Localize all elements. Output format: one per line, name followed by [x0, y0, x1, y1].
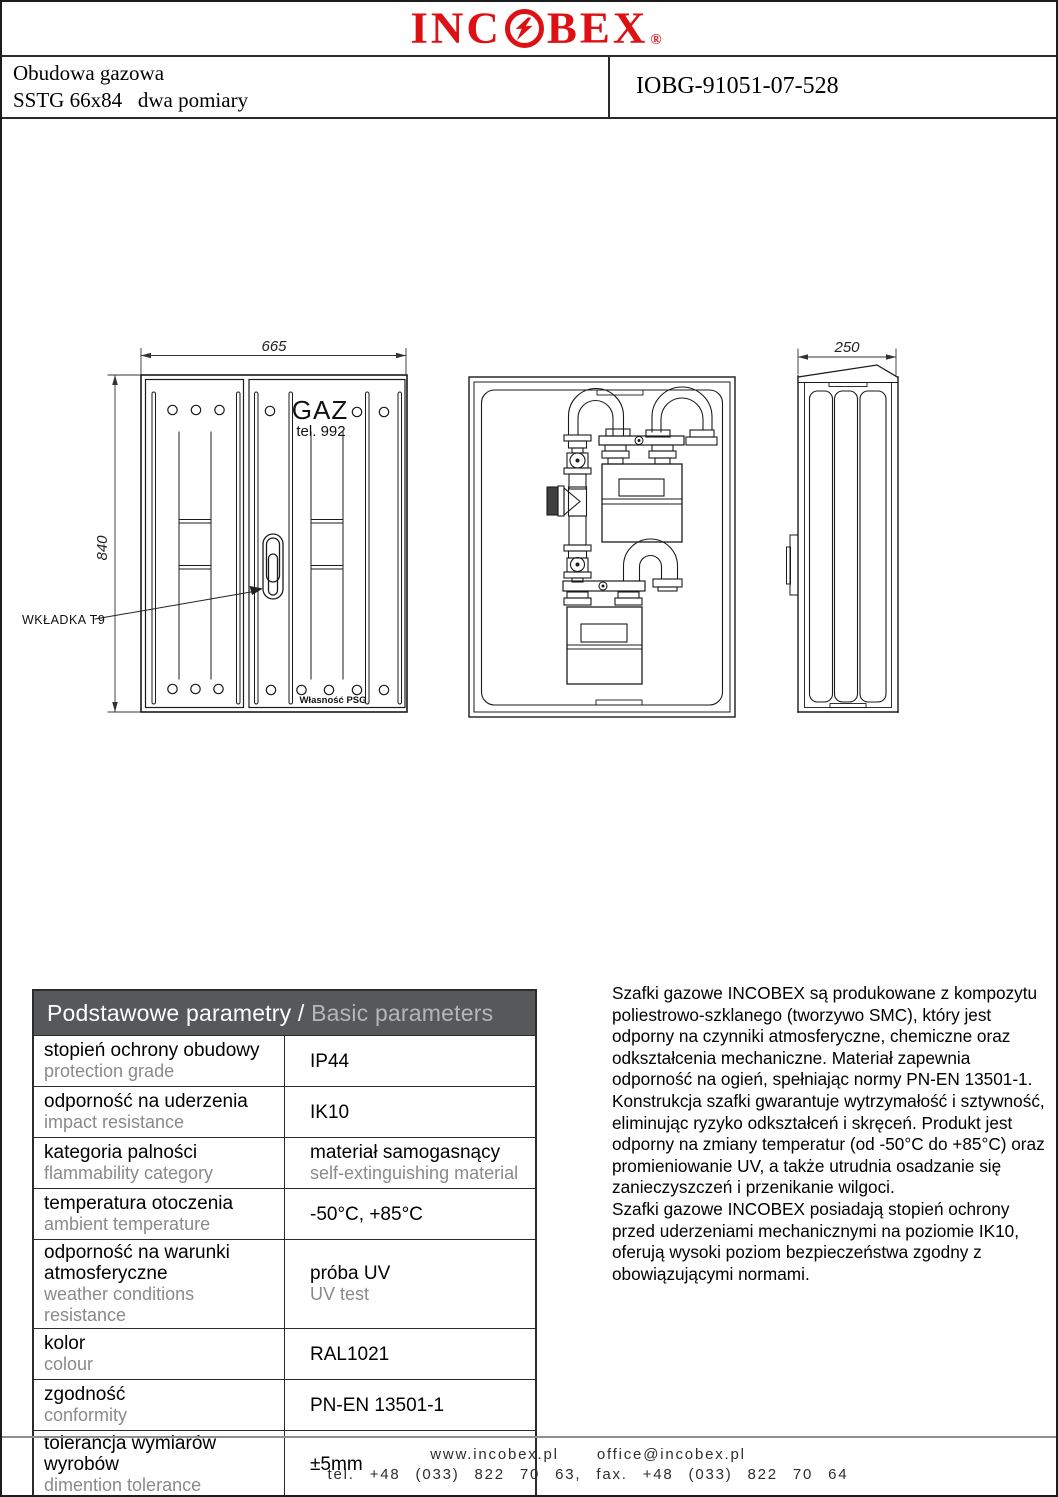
inside-view-drawing	[469, 377, 735, 717]
footer	[2, 1436, 1056, 1495]
table-header-pl: Podstawowe parametry /	[47, 999, 312, 1026]
side-hinge	[787, 535, 799, 595]
param-label-en: weather conditions resistance	[44, 1284, 195, 1325]
param-value: IP44	[310, 1050, 350, 1072]
side-view-drawing	[787, 339, 899, 712]
front-view-drawing	[22, 338, 407, 712]
param-label-en: colour	[44, 1354, 94, 1374]
registered-trademark-symbol: ®	[650, 32, 662, 48]
footer-email: office@incobex.pl	[596, 1446, 746, 1463]
param-label-en: protection grade	[44, 1061, 175, 1081]
logo-band	[2, 2, 1056, 57]
param-label-pl: odporność na uderzenia	[44, 1091, 248, 1112]
title-band	[2, 55, 1056, 119]
footer-phone: tel. +48 (033) 822 70 63, fax. +48 (033) 822 70 64	[327, 1466, 849, 1483]
gas-meter-upper	[602, 464, 682, 542]
table-header-en: Basic parameters	[311, 999, 494, 1026]
param-label-pl: kategoria palności	[44, 1142, 198, 1163]
product-description	[612, 983, 1050, 1285]
gas-meter-lower	[567, 607, 642, 684]
param-label-pl: kolor	[44, 1333, 86, 1354]
param-value: ±5mm	[310, 1454, 363, 1475]
param-label-en: flammability category	[44, 1163, 214, 1183]
product-title-line2: SSTG 66x84 dwa pomiary	[13, 88, 249, 112]
incobex-logo	[410, 3, 662, 53]
ownership-label: Własność PSG	[299, 695, 367, 706]
param-value: -50°C, +85°C	[310, 1203, 423, 1225]
param-label-en: impact resistance	[44, 1112, 185, 1132]
product-title-line1: Obudowa gazowa	[13, 61, 165, 85]
table-header	[33, 990, 536, 1036]
param-value: materiał samogasnący	[310, 1142, 501, 1163]
description-paragraph: Konstrukcja szafki gwarantuje wytrzymałość i sztywność, eliminując ryzyko odkształceń i skręceń. Produkt jest odporny na zmiany temperatur (od -50°C do +85°C) oraz promieniowanie UV, a także utrudnia osadzanie się zanieczyszczeń i przenikanie wilgoci.	[612, 1090, 1045, 1198]
gaz-label: GAZ	[291, 395, 349, 425]
dim-height-label: 840	[94, 535, 111, 561]
table-row	[33, 1138, 536, 1189]
param-label-en: ambient temperature	[44, 1214, 211, 1234]
param-value-en: UV test	[310, 1284, 370, 1304]
table-row	[33, 1087, 536, 1138]
technical-drawing	[2, 119, 1058, 979]
logo-text-left: INC	[410, 3, 502, 53]
param-label-pl: temperatura otoczenia	[44, 1193, 234, 1214]
param-label-pl: zgodność	[44, 1384, 126, 1405]
table-row	[33, 1380, 536, 1431]
lock-label: WKŁADKA T9	[22, 613, 106, 627]
param-value-en: self-extinguishing material	[310, 1163, 519, 1183]
table-row	[33, 1329, 536, 1380]
parameters-table	[32, 989, 537, 1497]
document-number: IOBG-91051-07-528	[608, 55, 1056, 117]
lightning-bolt-icon	[505, 9, 544, 48]
inlet-riser	[547, 435, 591, 582]
description-paragraph: Szafki gazowe INCOBEX są produkowane z kompozytu poliestrowo-szklanego (tworzywo SMC), który jest odporny na czynniki atmosferyczne, chemiczne oraz odkształcenia mechaniczne. Materiał zapewnia odporność na ogień, spełniając normy PN-EN 13501-1.	[612, 983, 1038, 1090]
product-title	[2, 55, 608, 117]
param-value: IK10	[310, 1101, 350, 1123]
description-paragraph: Szafki gazowe INCOBEX posiadają stopień ochrony przed uderzeniami mechanicznymi na poziomie IK10, oferują wysoki poziom bezpieczeństwa zgodny z obowiązującymi normami.	[612, 1198, 1019, 1284]
dim-depth-label: 250	[834, 339, 860, 356]
param-value: PN-EN 13501-1	[310, 1394, 445, 1416]
param-value: RAL1021	[310, 1343, 390, 1365]
param-label-pl: odporność na warunki atmosferyczne	[44, 1242, 230, 1284]
table-row	[33, 1240, 536, 1329]
dimension-840	[108, 375, 140, 712]
param-label-pl: tolerancja wymiarów wyrobów	[44, 1433, 217, 1475]
table-row	[33, 1189, 536, 1240]
gaz-phone-label: tel. 992	[296, 423, 346, 440]
param-label-en: dimention tolerance	[44, 1475, 202, 1495]
param-value: próba UV	[310, 1263, 391, 1284]
param-label-en: conformity	[44, 1405, 128, 1425]
dim-width-label: 665	[261, 338, 287, 355]
table-row	[33, 1036, 536, 1087]
footer-website: www.incobex.pl	[430, 1446, 559, 1463]
vent-holes	[168, 405, 389, 694]
param-label-pl: stopień ochrony obudowy	[44, 1040, 260, 1061]
lock-cylinder	[263, 534, 283, 599]
logo-text-right: BEX	[546, 3, 649, 53]
